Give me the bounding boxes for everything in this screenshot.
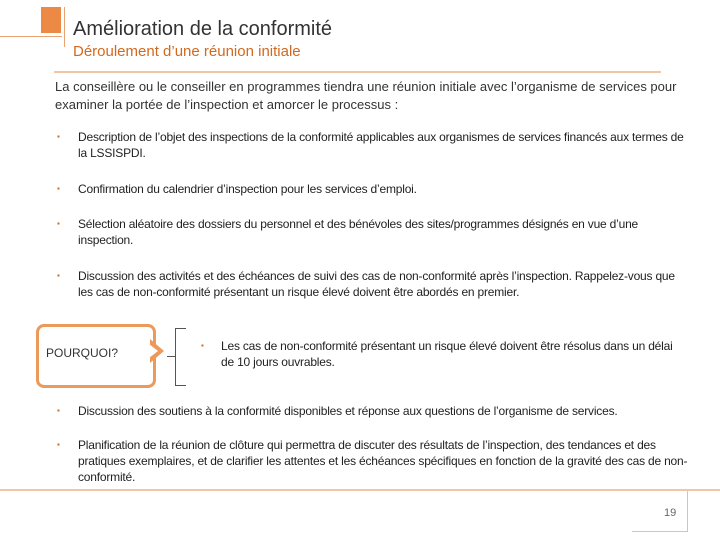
page-number: 19	[664, 507, 677, 519]
bullet-icon: ▪	[57, 132, 60, 141]
bullet-icon: ▪	[57, 184, 60, 193]
list-item: Sélection aléatoire des dossiers du personnel et des bénévoles des sites/programmes désignés en vue d’une inspection.	[78, 217, 639, 247]
page-subtitle: Déroulement d’une réunion initiale	[73, 43, 301, 60]
bullet-icon: ▪	[57, 271, 60, 280]
callout-answer: Les cas de non-conformité présentant un risque élevé doivent être résolus dans un délai de 10 jours ouvrables.	[221, 339, 673, 369]
logo-divider-vertical	[64, 7, 65, 47]
callout-label: POURQUOI?	[46, 346, 119, 360]
bullet-icon: ▪	[201, 341, 204, 350]
logo-square	[41, 7, 61, 33]
page-number-frame	[632, 491, 688, 532]
title-rule	[54, 71, 661, 73]
intro-paragraph: La conseillère ou le conseiller en programmes tiendra une réunion initiale avec l’organisme de services pour examiner la portée de l’inspection et amorcer le processus :	[55, 79, 677, 112]
callout-pointer-inner	[149, 344, 158, 358]
bracket-nub	[167, 356, 175, 357]
list-item: Description de l’objet des inspections de la conformité applicables aux organismes de services financés aux termes de la LSSISPDI.	[78, 130, 684, 160]
page-title: Amélioration de la conformité	[73, 18, 333, 40]
bullet-icon: ▪	[57, 219, 60, 228]
list-item: Planification de la réunion de clôture qui permettra de discuter des résultats de l’inspection, des tendances et des pratiques exemplaires, et de clarifier les attentes et les échéances spécifiques en fonction de la gravité des cas de non-conformité.	[78, 438, 688, 484]
bullet-icon: ▪	[57, 406, 60, 415]
list-item: Discussion des activités et des échéances de suivi des cas de non-conformité après l’inspection. Rappelez-vous que les cas de non-conformité présentant un risque élevé doivent être abordés en premier.	[78, 269, 675, 299]
list-item: Confirmation du calendrier d’inspection pour les services d’emploi.	[78, 182, 417, 196]
list-item: Discussion des soutiens à la conformité disponibles et réponse aux questions de l’organisme de services.	[78, 404, 618, 418]
bullet-icon: ▪	[57, 440, 60, 449]
footer-rule	[0, 489, 720, 491]
logo-divider-horizontal	[0, 36, 62, 37]
bracket	[175, 328, 186, 386]
